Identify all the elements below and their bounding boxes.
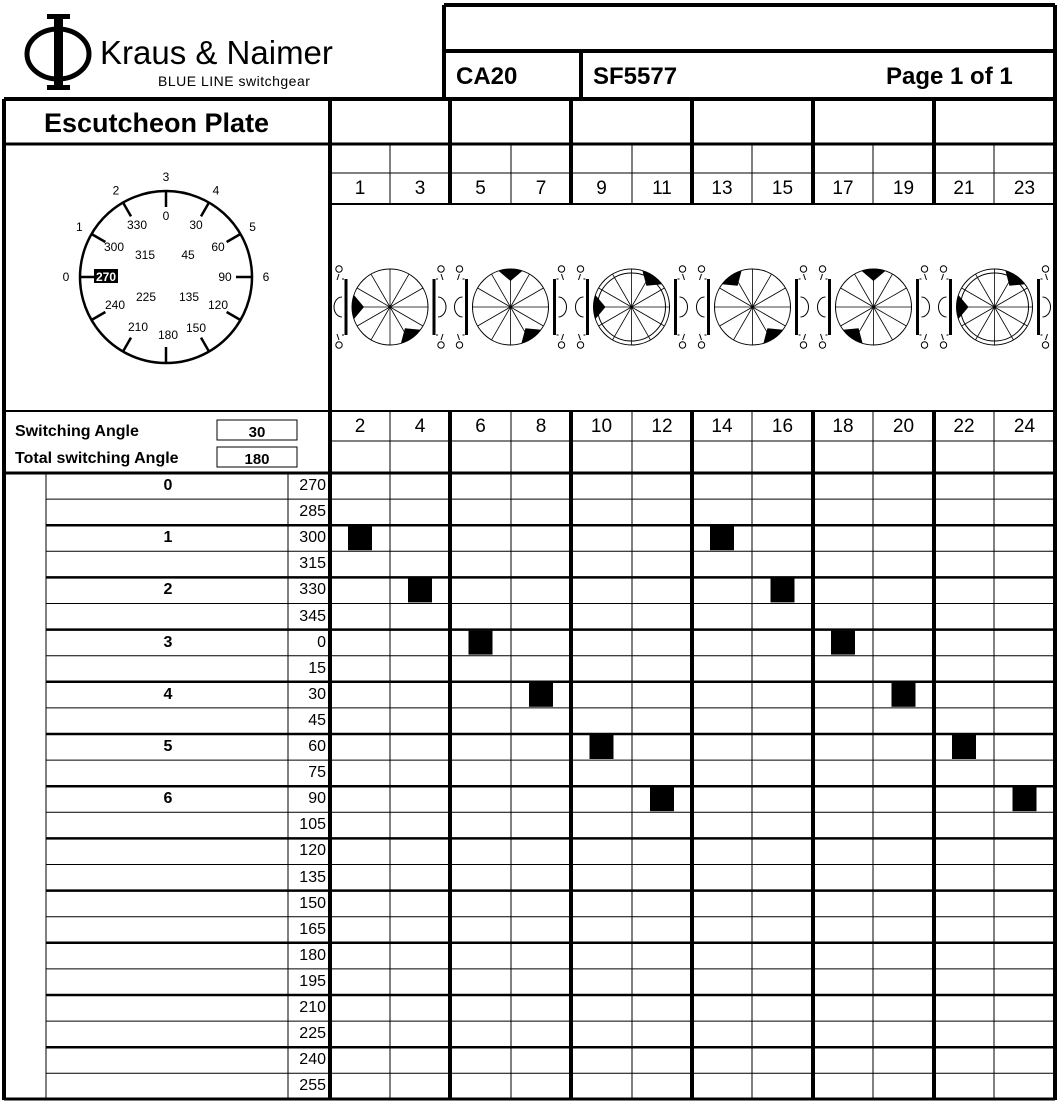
angle-label: 45	[308, 711, 326, 729]
dial-angle-label: 90	[218, 270, 232, 284]
contact-arc	[455, 297, 463, 317]
terminal-lead	[458, 274, 460, 340]
contact-bar-end	[584, 279, 586, 335]
cam-spoke	[841, 307, 874, 326]
terminal-lead	[579, 274, 581, 340]
angle-label: 345	[299, 607, 326, 625]
contact-arc	[559, 297, 567, 317]
contact-arc	[1043, 297, 1051, 317]
dial-angle-label: 240	[104, 298, 126, 312]
angle-label: 180	[299, 946, 326, 964]
terminal-circle	[921, 266, 927, 272]
brand-subtitle: BLUE LINE switchgear	[158, 73, 311, 89]
contact-closed-mark	[710, 526, 734, 550]
terminal-lead	[821, 274, 823, 340]
angle-label: 30	[308, 685, 326, 703]
terminal-lead	[441, 274, 443, 340]
terminal-lead	[925, 274, 927, 340]
cam-diagram	[334, 266, 446, 348]
terminal-number-bottom: 12	[651, 416, 673, 437]
contact-arc	[818, 297, 826, 317]
cam-spoke	[995, 307, 1028, 326]
position-label: 6	[163, 790, 173, 808]
terminal-circle	[940, 342, 946, 348]
cam-diagrams	[334, 266, 1051, 348]
contact-bar-end	[947, 279, 949, 335]
contact-closed-mark	[952, 735, 976, 759]
contact-bar-end	[799, 279, 801, 335]
contact-bar-end	[342, 279, 344, 335]
switching-angle-value: 30	[248, 424, 266, 441]
terminal-lead	[942, 274, 944, 340]
cam-spoke	[511, 288, 544, 307]
contact-bar-end	[705, 279, 707, 335]
cam-spoke	[492, 274, 511, 307]
angle-label: 255	[299, 1077, 326, 1095]
dial-angle-label: 60	[211, 240, 225, 254]
switch-code: SF5577	[593, 63, 678, 90]
dial-angle-label: 150	[185, 321, 207, 335]
terminal-circle	[800, 342, 806, 348]
terminal-circle	[438, 342, 444, 348]
angle-label: 240	[299, 1051, 326, 1069]
cam-spoke	[511, 274, 530, 307]
terminal-number-bottom: 18	[832, 416, 854, 437]
dial-tick	[123, 338, 131, 352]
terminal-number-bottom: 10	[590, 416, 613, 437]
terminal-circle	[1042, 266, 1048, 272]
terminal-circle	[336, 342, 342, 348]
contact-closed-mark	[348, 526, 372, 550]
cam-diagram	[455, 266, 567, 348]
contact-closed-mark	[771, 578, 795, 602]
cam-spoke	[874, 274, 893, 307]
angle-label: 135	[299, 868, 326, 886]
terminal-circle	[456, 266, 462, 272]
contact-arc	[922, 297, 930, 317]
cam-spoke	[720, 307, 753, 326]
dial-tick	[201, 338, 209, 352]
contact-closed-mark	[1013, 787, 1037, 811]
cam-spoke	[976, 307, 995, 340]
cam-spoke	[632, 307, 665, 326]
terminal-number-bottom: 20	[892, 416, 915, 437]
page-number: Page 1 of 1	[886, 63, 1013, 90]
terminal-number-top: 13	[711, 178, 733, 199]
cam-lobe	[957, 295, 969, 319]
terminal-number-top: 23	[1013, 178, 1036, 199]
cam-spoke	[753, 307, 786, 326]
terminal-number-top: 9	[596, 178, 607, 199]
terminal-circle	[698, 342, 704, 348]
cam-spoke	[613, 274, 632, 307]
angle-label: 315	[299, 555, 326, 573]
dial-angle-label: 225	[135, 290, 157, 304]
contact-closed-mark	[831, 631, 855, 655]
angle-label: 330	[299, 581, 326, 599]
terminal-number-bottom: 2	[354, 416, 366, 437]
cam-spoke	[874, 307, 893, 340]
terminal-number-bottom: 6	[475, 416, 486, 437]
dial-position-label: 1	[76, 220, 83, 234]
contact-closed-mark	[408, 578, 432, 602]
dial-position-label: 0	[62, 270, 70, 284]
contact-closed-mark	[529, 683, 553, 707]
position-label: 2	[163, 581, 173, 599]
cam-spoke	[478, 307, 511, 326]
terminal-number-top: 1	[354, 178, 366, 199]
dial-position-label: 3	[162, 170, 170, 184]
angle-label: 210	[299, 999, 326, 1016]
cam-spoke	[753, 288, 786, 307]
cam-spoke	[390, 307, 423, 326]
dial-tick	[227, 312, 241, 320]
angle-label: 15	[308, 659, 326, 677]
cam-spoke	[357, 288, 390, 307]
terminal-circle	[800, 266, 806, 272]
angle-label: 285	[299, 503, 326, 521]
cam-spoke	[962, 288, 995, 307]
terminal-number-top: 11	[652, 178, 672, 199]
terminal-lead	[700, 274, 702, 340]
cam-spoke	[599, 307, 632, 326]
cam-spoke	[599, 288, 632, 307]
contact-arc	[680, 297, 688, 317]
total-switching-angle-label: Total switching Angle	[15, 450, 179, 467]
terminal-number-top: 7	[535, 178, 547, 199]
terminal-circle	[819, 342, 825, 348]
dial-angle-label: 45	[181, 248, 195, 262]
terminal-circle	[679, 342, 685, 348]
dial-angle-label: 135	[178, 290, 200, 304]
dial-angle-label: 210	[127, 320, 149, 334]
terminal-circle	[921, 342, 927, 348]
angle-label: 195	[299, 972, 326, 990]
angle-label: 60	[308, 738, 326, 755]
angle-label: 75	[308, 764, 326, 782]
position-label: 5	[163, 738, 173, 755]
cam-spoke	[841, 288, 874, 307]
contact-arc	[697, 297, 705, 317]
dial-position-label: 2	[112, 183, 120, 198]
angle-label: 150	[299, 894, 326, 912]
terminal-lead	[1046, 274, 1048, 340]
contact-arc	[334, 297, 342, 317]
cam-spoke	[511, 307, 544, 326]
cam-spoke	[632, 307, 651, 340]
terminal-lead	[562, 274, 564, 340]
terminal-circle	[1042, 342, 1048, 348]
dial-angle-label: 270	[95, 270, 117, 284]
cam-spoke	[492, 307, 511, 340]
contact-bar-end	[436, 279, 438, 335]
dial-tick	[123, 203, 131, 217]
contact-bar-end	[1041, 279, 1043, 335]
contact-closed-mark	[469, 631, 493, 655]
terminal-circle	[940, 266, 946, 272]
terminal-number-top: 15	[771, 178, 794, 199]
cam-spoke	[371, 274, 390, 307]
terminal-number-top: 17	[832, 178, 854, 199]
cam-spoke	[390, 288, 423, 307]
dial-tick	[201, 203, 209, 217]
terminal-number-top: 19	[892, 178, 915, 199]
contact-closed-mark	[892, 683, 916, 707]
cam-spoke	[855, 274, 874, 307]
contact-closed-mark	[590, 735, 614, 759]
contact-closed-mark	[650, 787, 674, 811]
terminal-circle	[558, 342, 564, 348]
dial-position-label: 5	[249, 220, 256, 234]
cam-spoke	[874, 288, 907, 307]
angle-label: 120	[299, 842, 326, 860]
cam-lobe	[862, 269, 886, 281]
contact-bar-end	[826, 279, 828, 335]
terminal-circle	[819, 266, 825, 272]
cam-spoke	[357, 307, 390, 326]
terminal-number-top: 21	[953, 178, 975, 199]
contact-arc	[939, 297, 947, 317]
contact-arc	[438, 297, 446, 317]
dial-angle-label: 180	[157, 328, 179, 342]
position-label: 0	[163, 477, 173, 494]
position-label: 1	[163, 529, 173, 547]
dial-angle-label: 0	[162, 209, 170, 223]
terminal-circle	[679, 266, 685, 272]
contact-arc	[801, 297, 809, 317]
angle-label: 0	[317, 633, 326, 651]
terminal-number-bottom: 8	[535, 416, 547, 437]
cam-spoke	[753, 274, 772, 307]
terminal-number-top: 3	[414, 178, 426, 199]
terminal-circle	[577, 266, 583, 272]
section-title: Escutcheon Plate	[44, 108, 270, 138]
escutcheon-dial	[63, 170, 270, 363]
terminal-lead	[804, 274, 806, 340]
angle-label: 300	[299, 529, 326, 547]
brand-name: Kraus & Naimer	[100, 34, 333, 71]
contact-bar-end	[678, 279, 680, 335]
cam-diagram	[576, 266, 688, 348]
terminal-number-bottom: 24	[1013, 416, 1036, 437]
dial-angle-label: 120	[207, 298, 229, 312]
cam-spoke	[613, 307, 632, 340]
cam-spoke	[734, 307, 753, 340]
dial-position-label: 4	[212, 183, 220, 198]
cam-lobe	[352, 295, 364, 319]
cam-diagram	[818, 266, 930, 348]
switching-angle-label: Switching Angle	[15, 423, 139, 440]
cam-spoke	[962, 307, 995, 326]
angle-label: 225	[299, 1025, 326, 1043]
terminal-circle	[438, 266, 444, 272]
terminal-circle	[698, 266, 704, 272]
cam-diagram	[697, 266, 809, 348]
contact-bar-end	[557, 279, 559, 335]
cam-spoke	[995, 288, 1028, 307]
terminal-number-bottom: 22	[953, 416, 975, 437]
dial-position-label: 6	[262, 270, 270, 284]
terminal-lead	[683, 274, 685, 340]
terminal-circle	[456, 342, 462, 348]
cam-spoke	[720, 288, 753, 307]
angle-label: 270	[299, 477, 326, 494]
terminal-number-bottom: 4	[414, 416, 426, 437]
terminal-number-bottom: 16	[771, 416, 794, 437]
dial-angle-label: 30	[189, 218, 203, 232]
cam-spoke	[390, 274, 409, 307]
angle-label: 105	[299, 816, 326, 834]
terminal-number-bottom: 14	[711, 416, 733, 437]
contact-bar-end	[920, 279, 922, 335]
cam-spoke	[632, 288, 665, 307]
dial-angle-label: 330	[126, 218, 148, 232]
dial-angle-label: 315	[134, 248, 156, 262]
total-switching-angle-value: 180	[244, 451, 270, 468]
contact-bar-end	[463, 279, 465, 335]
cam-spoke	[478, 288, 511, 307]
terminal-lead	[337, 274, 339, 340]
position-label: 4	[163, 685, 173, 703]
cam-lobe	[594, 295, 606, 319]
cam-spoke	[371, 307, 390, 340]
terminal-circle	[577, 342, 583, 348]
terminal-circle	[336, 266, 342, 272]
cam-diagram	[939, 266, 1051, 348]
grid-lines	[4, 5, 1055, 1100]
model-code: CA20	[456, 63, 518, 90]
cam-spoke	[874, 307, 907, 326]
angle-label: 90	[308, 790, 326, 808]
cam-lobe	[499, 269, 523, 281]
terminal-circle	[558, 266, 564, 272]
dial-tick	[92, 312, 106, 320]
dial-angle-label: 300	[103, 240, 125, 254]
contact-arc	[576, 297, 584, 317]
cam-spoke	[995, 307, 1014, 340]
terminal-number-top: 5	[475, 178, 486, 199]
cam-spoke	[976, 274, 995, 307]
angle-label: 165	[299, 920, 326, 938]
position-label: 3	[163, 633, 173, 651]
dial-tick	[227, 234, 241, 242]
